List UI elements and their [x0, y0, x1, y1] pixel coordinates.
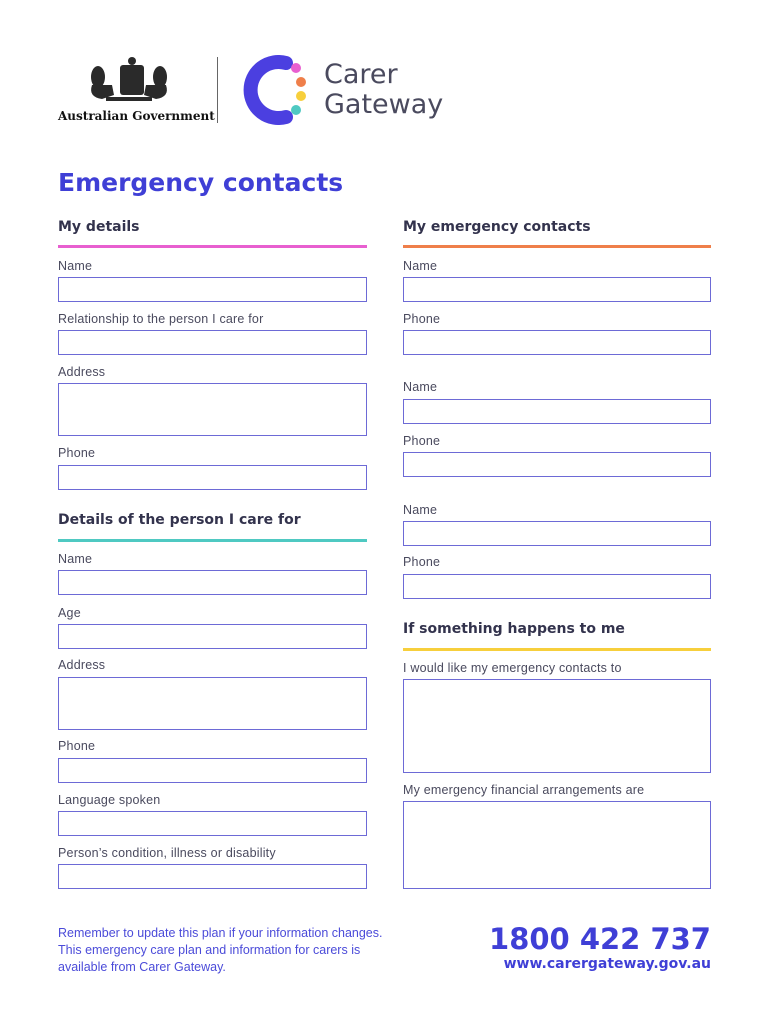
wish-label: I would like my emergency contacts to [403, 661, 622, 675]
government-label: Australian Government [58, 109, 215, 123]
contact2-name-field[interactable] [403, 399, 711, 424]
my-address-field[interactable] [58, 383, 367, 436]
footer-line3: available from Carer Gateway. [58, 960, 226, 974]
wish-field[interactable] [403, 679, 711, 773]
care-address-label: Address [58, 658, 106, 672]
language-label: Language spoken [58, 793, 161, 807]
care-name-field[interactable] [58, 570, 367, 595]
contact3-phone-field[interactable] [403, 574, 711, 599]
my-details-rule [58, 245, 367, 248]
emergency-contacts-rule [403, 245, 711, 248]
footer-phone: 1800 422 737 [489, 922, 711, 956]
page-title: Emergency contacts [58, 168, 344, 197]
my-name-label: Name [58, 259, 93, 273]
care-name-label: Name [58, 552, 93, 566]
language-field[interactable] [58, 811, 367, 836]
relationship-field[interactable] [58, 330, 367, 355]
if-something-rule [403, 648, 711, 651]
contact3-phone-label: Phone [403, 555, 441, 569]
carer-gateway-logo [234, 55, 474, 125]
my-phone-field[interactable] [58, 465, 367, 490]
my-name-field[interactable] [58, 277, 367, 302]
brand-name-line1: Carer [324, 59, 398, 90]
care-person-rule [58, 539, 367, 542]
contact2-phone-label: Phone [403, 434, 441, 448]
contact1-name-field[interactable] [403, 277, 711, 302]
contact1-phone-label: Phone [403, 312, 441, 326]
contact1-name-label: Name [403, 259, 438, 273]
australian-government-logo [58, 55, 215, 130]
care-phone-field[interactable] [58, 758, 367, 783]
care-phone-label: Phone [58, 739, 96, 753]
care-address-field[interactable] [58, 677, 367, 730]
financial-field[interactable] [403, 801, 711, 889]
relationship-label: Relationship to the person I care for [58, 312, 264, 326]
logo-divider [217, 57, 218, 123]
care-person-heading: Details of the person I care for [58, 512, 301, 528]
condition-label: Person’s condition, illness or disability [58, 846, 276, 860]
contact2-name-label: Name [403, 380, 438, 394]
footer-note [58, 925, 438, 976]
footer-line1: Remember to update this plan if your information changes. [58, 926, 383, 940]
my-details-heading: My details [58, 219, 140, 235]
footer-url[interactable]: www.carergateway.gov.au [503, 956, 711, 972]
if-something-heading: If something happens to me [403, 621, 625, 637]
condition-field[interactable] [58, 864, 367, 889]
brand-name-line2: Gateway [324, 89, 444, 120]
care-age-field[interactable] [58, 624, 367, 649]
carer-gateway-c-icon [234, 55, 314, 125]
contact1-phone-field[interactable] [403, 330, 711, 355]
my-phone-label: Phone [58, 446, 96, 460]
care-age-label: Age [58, 606, 81, 620]
financial-label: My emergency financial arrangements are [403, 783, 645, 797]
contact3-name-label: Name [403, 503, 438, 517]
footer-line2: This emergency care plan and information for carers is [58, 943, 361, 957]
contact2-phone-field[interactable] [403, 452, 711, 477]
my-address-label: Address [58, 365, 106, 379]
contact3-name-field[interactable] [403, 521, 711, 546]
emergency-contacts-heading: My emergency contacts [403, 219, 591, 235]
